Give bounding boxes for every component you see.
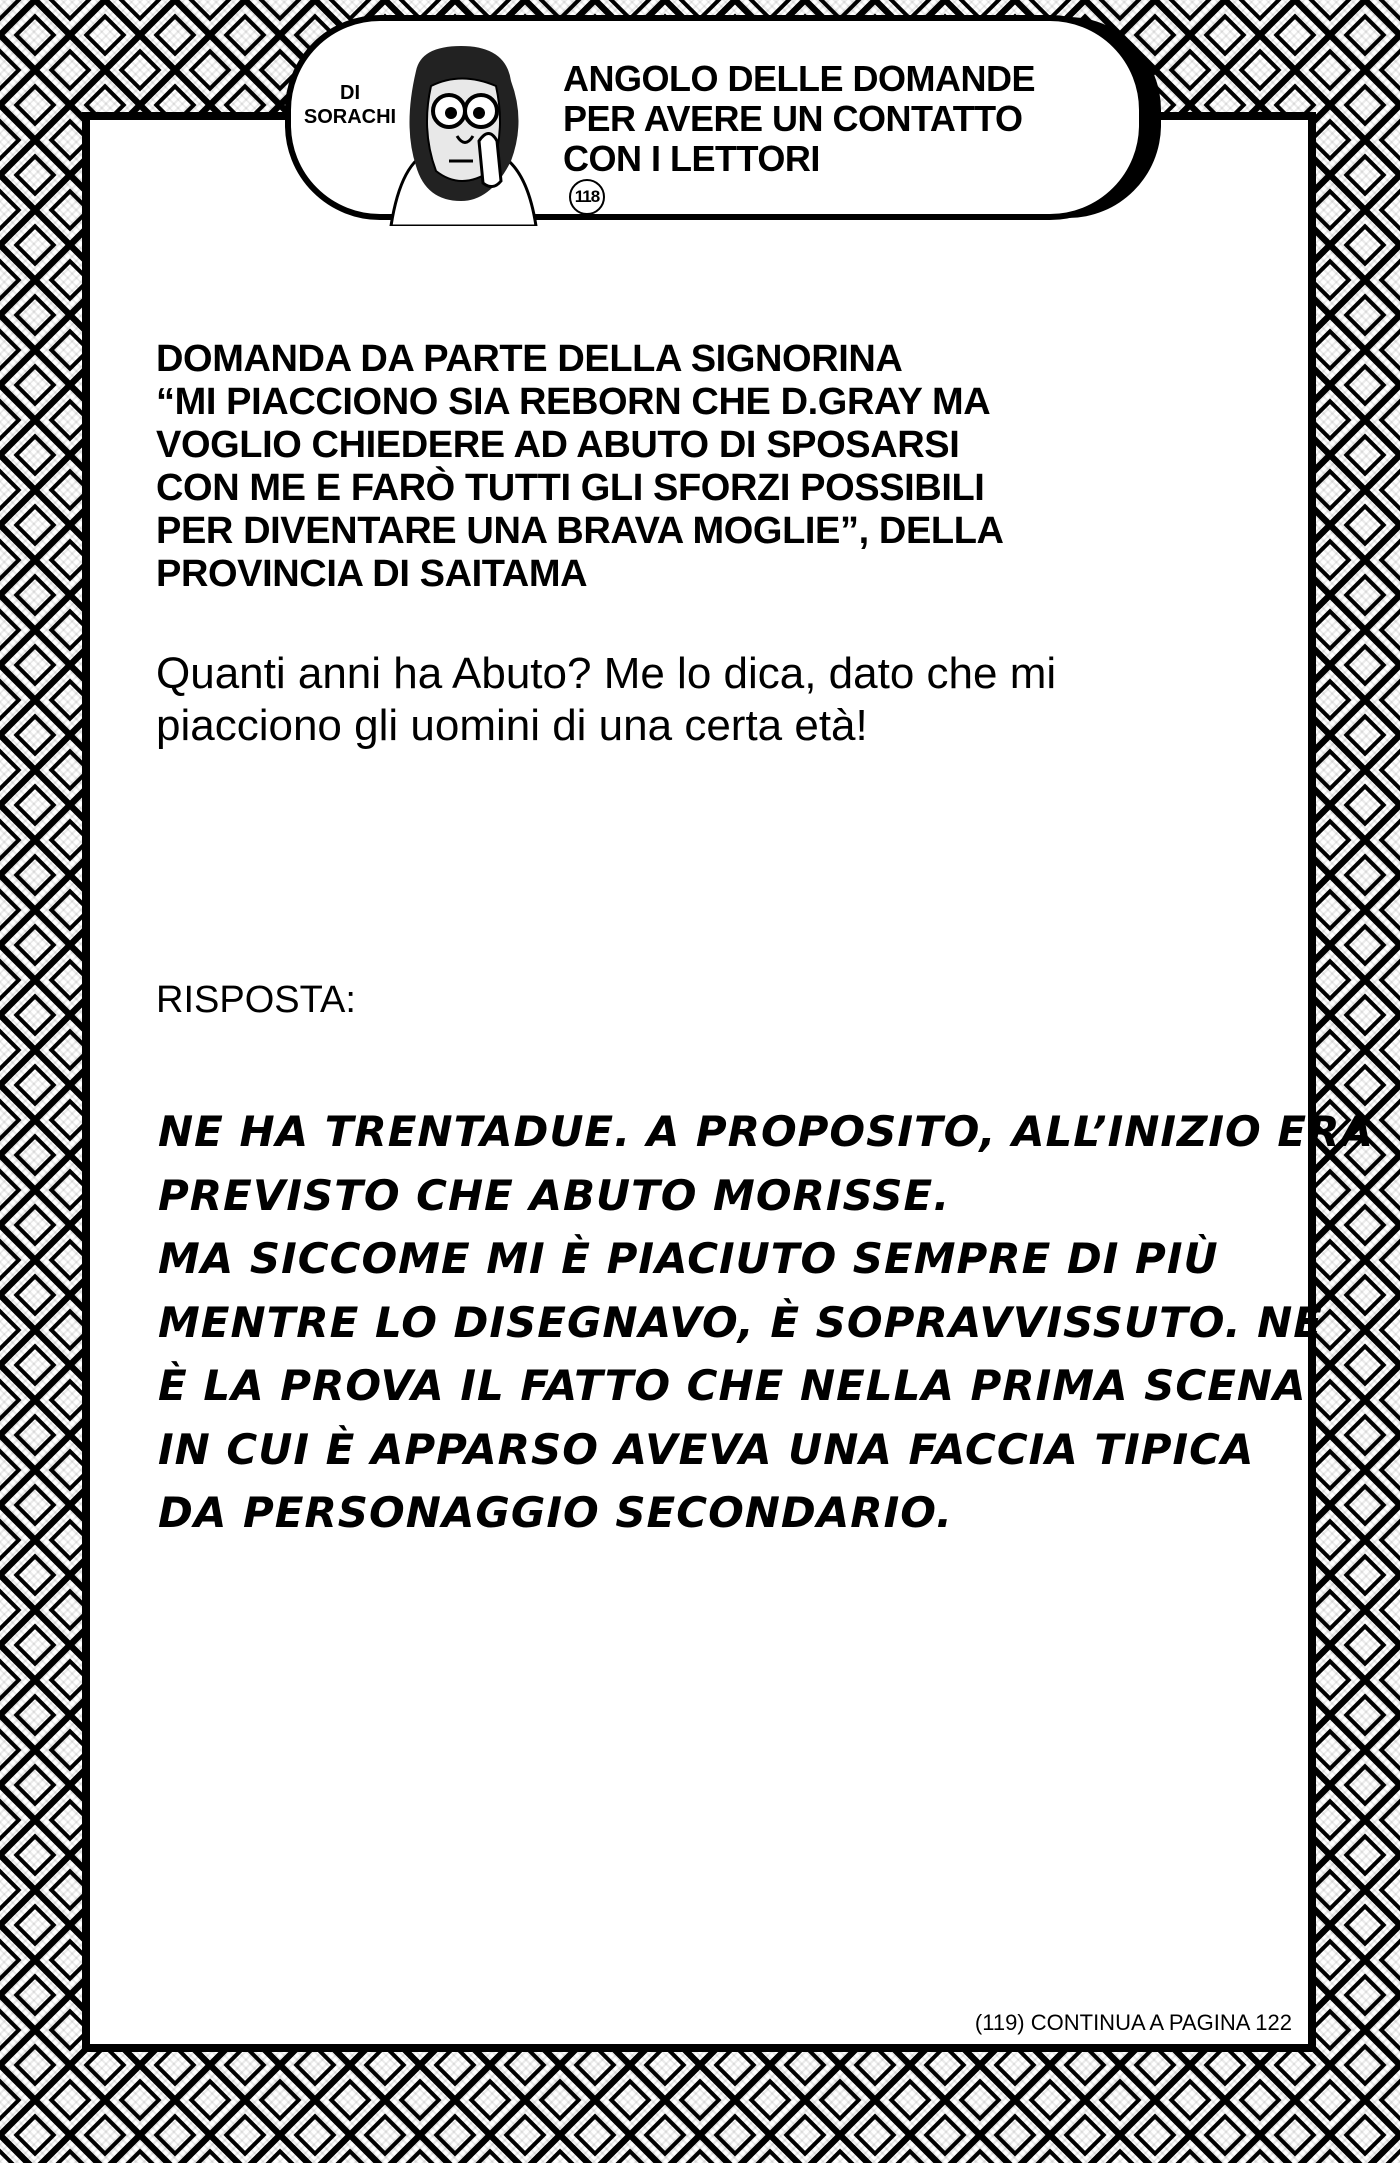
continuation-note: (119) CONTINUA A PAGINA 122 — [974, 2010, 1292, 2035]
header-banner — [285, 15, 1145, 220]
byline: DI SORACHI — [303, 82, 397, 128]
question-body: Quanti anni ha Abuto? Me lo dica, dato che mi piacciono gli uomini di una certa età! — [156, 649, 1057, 750]
issue-number-badge: 118 — [569, 179, 605, 215]
question-heading: DOMANDA DA PARTE DELLA SIGNORINA “MI PIACCIONO SIA REBORN CHE D.GRAY MA VOGLIO CHIEDERE AD ABUTO DI SPOSARSI CON ME E FARÒ TUTTI GLI SFORZI POSSIBILI PER DIVENTARE UNA BRAVA MOGLIE”, DELLA PROVINCIA DI SAITAMA — [156, 338, 1004, 595]
header-title: ANGOLO DELLE DOMANDE PER AVERE UN CONTATTO CON I LETTORI 118 — [563, 59, 1123, 215]
answer-text: NE HA TRENTADUE. A PROPOSITO, ALL’INIZIO ERA PREVISTO CHE ABUTO MORISSE. MA SICCOME MI È PIACIUTO SEMPRE DI PIÙ MENTRE LO DISEGNAVO, È SOPRAVVISSUTO. NE È LA PROVA IL FATTO CHE NELLA PRIMA SCENA IN CUI È APPARSO AVEVA UNA FACCIA TIPICA DA PERSONAGGIO SECONDARIO. — [158, 1107, 1374, 1537]
answer-label: RISPOSTA: — [156, 979, 356, 1021]
gorilla-face-icon — [361, 41, 561, 226]
